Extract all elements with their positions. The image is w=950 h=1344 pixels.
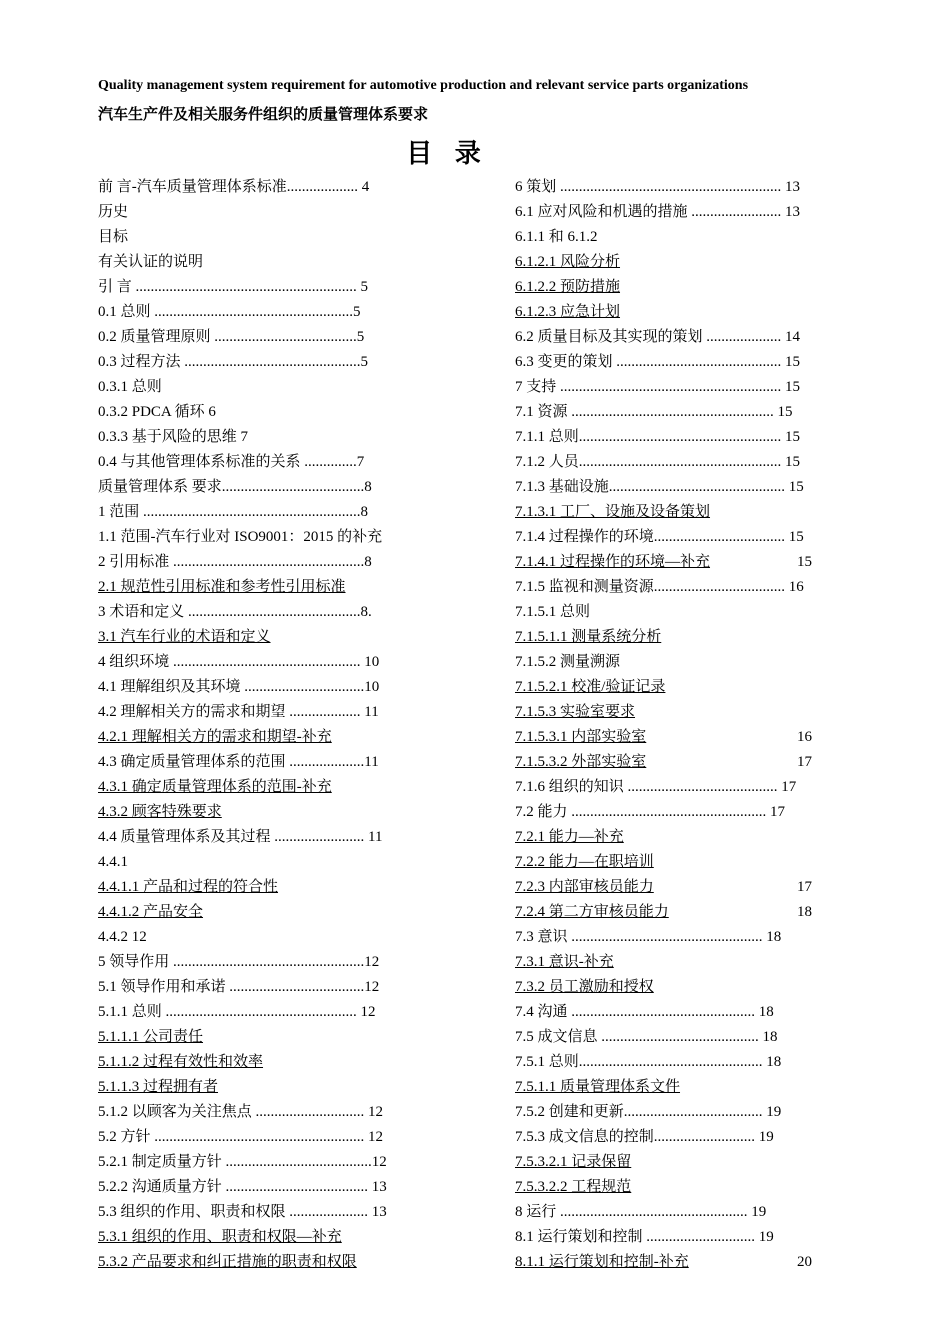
toc-entry-text: 7.3.2 员工激励和授权 bbox=[515, 979, 654, 995]
toc-entry-text: 4.4.1.2 产品安全 bbox=[98, 904, 204, 920]
toc-entry-text: 6.1.2.1 风险分析 bbox=[515, 254, 621, 270]
toc-entry-text: 7.1.5.1.1 测量系统分析 bbox=[515, 629, 662, 645]
toc-entry-text: 4.3 确定质量管理体系的范围 ....................11 bbox=[98, 754, 379, 770]
toc-entry bbox=[98, 501, 408, 526]
toc-entry[interactable] bbox=[515, 551, 825, 576]
toc-entry bbox=[98, 551, 408, 576]
toc-entry bbox=[98, 526, 408, 551]
toc-entry[interactable] bbox=[515, 876, 825, 901]
toc-entry[interactable] bbox=[98, 726, 408, 751]
toc-entry-text: 6.1.2.3 应急计划 bbox=[515, 304, 621, 320]
toc-entry bbox=[98, 251, 408, 276]
toc-entry bbox=[98, 426, 408, 451]
toc-entry bbox=[515, 1001, 825, 1026]
toc-entry[interactable] bbox=[515, 1151, 825, 1176]
toc-entry bbox=[515, 476, 825, 501]
toc-entry-text: 7.5.3 成文信息的控制........................... 19 bbox=[515, 1129, 774, 1145]
toc-entry bbox=[98, 951, 408, 976]
toc-entry-text: 2.1 规范性引用标准和参考性引用标准 bbox=[98, 579, 346, 595]
toc-entry bbox=[98, 851, 408, 876]
toc-entry-page: 15 bbox=[797, 554, 812, 570]
toc-entry bbox=[515, 376, 825, 401]
toc-entry-page: 20 bbox=[797, 1254, 812, 1270]
toc-entry-text: 7.3.1 意识-补充 bbox=[515, 954, 614, 970]
toc-entry-text: 7.3 意识 ................................................... 18 bbox=[515, 929, 782, 945]
toc-entry-text: 0.3.2 PDCA 循环 6 bbox=[98, 404, 216, 420]
toc-entry-text: 7.4 沟通 ................................................. 18 bbox=[515, 1004, 774, 1020]
toc-entry-text: 5.1.2 以顾客为关注焦点 ............................. 12 bbox=[98, 1104, 384, 1120]
toc-entry-text: 2 引用标准 ...................................................8 bbox=[98, 554, 372, 570]
toc-entry bbox=[515, 176, 825, 201]
toc-left-column bbox=[98, 176, 408, 1276]
toc-entry[interactable] bbox=[515, 1176, 825, 1201]
toc-entry-text: 0.3.3 基于风险的思维 7 bbox=[98, 429, 249, 445]
toc-entry-text: 4.2 理解相关方的需求和期望 ................... 11 bbox=[98, 704, 379, 720]
toc-entry-text: 4.3.1 确定质量管理体系的范围-补充 bbox=[98, 779, 332, 795]
toc-entry-page: 17 bbox=[797, 754, 812, 770]
toc-entry-text: 4.1 理解组织及其环境 ................................10 bbox=[98, 679, 380, 695]
toc-entry bbox=[98, 1176, 408, 1201]
toc-entry-text: 0.3 过程方法 ...............................................5 bbox=[98, 354, 369, 370]
toc-entry bbox=[515, 1051, 825, 1076]
toc-heading: 目 录 bbox=[406, 139, 489, 168]
toc-entry-text: 5.3.1 组织的作用、职责和权限—补充 bbox=[98, 1229, 342, 1245]
toc-entry-text: 7.1.1 总则...................................................... 15 bbox=[515, 429, 801, 445]
toc-entry-text: 6.1.2.2 预防措施 bbox=[515, 279, 621, 295]
toc-entry-text: 7.5.2 创建和更新..................................... 19 bbox=[515, 1104, 782, 1120]
toc-entry-text: 7.1.6 组织的知识 ........................................ 17 bbox=[515, 779, 797, 795]
toc-entry bbox=[515, 1026, 825, 1051]
toc-entry-text: 8.1.1 运行策划和控制-补充 bbox=[515, 1254, 689, 1270]
toc-entry[interactable] bbox=[98, 801, 408, 826]
toc-entry-text: 4.4 质量管理体系及其过程 ........................ 11 bbox=[98, 829, 383, 845]
toc-entry bbox=[515, 226, 825, 251]
toc-entry-text: 7.1.5.2 测量溯源 bbox=[515, 654, 621, 670]
toc-entry-text: 1 范围 ..........................................................8 bbox=[98, 504, 369, 520]
toc-entry-text: 6.2 质量目标及其实现的策划 .................... 14 bbox=[515, 329, 801, 345]
toc-entry bbox=[98, 1101, 408, 1126]
toc-entry bbox=[98, 376, 408, 401]
toc-entry[interactable] bbox=[515, 626, 825, 651]
toc-entry-text: 前 言-汽车质量管理体系标准................... 4 bbox=[98, 179, 370, 195]
toc-entry-text: 引 言 ........................................................... 5 bbox=[98, 279, 369, 295]
toc-entry-text: 7.1.5.2.1 校准/验证记录 bbox=[515, 679, 666, 695]
toc-entry-text: 7.2.1 能力—补充 bbox=[515, 829, 624, 845]
toc-entry bbox=[515, 926, 825, 951]
toc-entry-text: 7.1.5.1 总则 bbox=[515, 604, 591, 620]
toc-entry bbox=[515, 326, 825, 351]
toc-entry-text: 6.1 应对风险和机遇的措施 ........................ 13 bbox=[515, 204, 801, 220]
toc-entry-text: 7.1.3 基础设施............................................... 15 bbox=[515, 479, 804, 495]
toc-entry[interactable] bbox=[98, 626, 408, 651]
toc-entry bbox=[98, 451, 408, 476]
toc-entry-text: 5.1 领导作用和承诺 ....................................12 bbox=[98, 979, 380, 995]
toc-entry bbox=[515, 651, 825, 676]
toc-entry-text: 7.1.5.3 实验室要求 bbox=[515, 704, 636, 720]
toc-entry-text: 7.1 资源 ...................................................... 15 bbox=[515, 404, 793, 420]
toc-entry[interactable] bbox=[515, 951, 825, 976]
toc-entry-text: 4.2.1 理解相关方的需求和期望-补充 bbox=[98, 729, 332, 745]
toc-entry[interactable] bbox=[515, 276, 825, 301]
toc-entry bbox=[98, 701, 408, 726]
toc-entry-text: 7.5.1.1 质量管理体系文件 bbox=[515, 1079, 681, 1095]
toc-entry-text: 质量管理体系 要求......................................8 bbox=[98, 479, 372, 495]
toc-entry bbox=[98, 601, 408, 626]
toc-entry-text: 7.2.2 能力—在职培训 bbox=[515, 854, 654, 870]
toc-entry bbox=[515, 601, 825, 626]
toc-entry-text: 4 组织环境 .................................................. 10 bbox=[98, 654, 380, 670]
toc-entry-text: 5.1.1.1 公司责任 bbox=[98, 1029, 204, 1045]
toc-entry-text: 0.1 总则 .....................................................5 bbox=[98, 304, 361, 320]
toc-entry-text: 有关认证的说明 bbox=[98, 254, 204, 270]
toc-entry[interactable] bbox=[515, 701, 825, 726]
toc-entry[interactable] bbox=[515, 251, 825, 276]
toc-entry-text: 5 领导作用 ...................................................12 bbox=[98, 954, 380, 970]
toc-entry-text: 4.4.1 bbox=[98, 854, 128, 870]
toc-entry[interactable] bbox=[98, 1051, 408, 1076]
toc-entry bbox=[515, 801, 825, 826]
toc-entry bbox=[98, 651, 408, 676]
toc-entry bbox=[98, 1001, 408, 1026]
toc-entry-text: 5.3 组织的作用、职责和权限 ..................... 13 bbox=[98, 1204, 387, 1220]
toc-entry[interactable] bbox=[98, 1076, 408, 1101]
toc-right-column bbox=[515, 176, 825, 1276]
toc-entry[interactable] bbox=[515, 1251, 825, 1276]
toc-entry bbox=[98, 176, 408, 201]
toc-entry bbox=[515, 526, 825, 551]
toc-entry[interactable] bbox=[515, 676, 825, 701]
toc-entry bbox=[515, 576, 825, 601]
toc-entry bbox=[98, 476, 408, 501]
toc-entry-text: 6 策划 ........................................................... 13 bbox=[515, 179, 801, 195]
toc-entry-text: 0.2 质量管理原则 ......................................5 bbox=[98, 329, 365, 345]
toc-entry bbox=[515, 1101, 825, 1126]
toc-entry bbox=[98, 1151, 408, 1176]
toc-entry-text: 历史 bbox=[98, 204, 129, 220]
toc-entry[interactable] bbox=[515, 826, 825, 851]
toc-entry bbox=[98, 976, 408, 1001]
toc-entry bbox=[515, 776, 825, 801]
toc-entry[interactable] bbox=[515, 751, 825, 776]
toc-entry-text: 8.1 运行策划和控制 ............................. 19 bbox=[515, 1229, 774, 1245]
toc-entry-text: 3.1 汽车行业的术语和定义 bbox=[98, 629, 271, 645]
toc-entry[interactable] bbox=[98, 776, 408, 801]
toc-entry-text: 4.4.1.1 产品和过程的符合性 bbox=[98, 879, 279, 895]
toc-entry-text: 7.5 成文信息 .......................................... 18 bbox=[515, 1029, 778, 1045]
toc-entry bbox=[515, 351, 825, 376]
toc-entry bbox=[98, 826, 408, 851]
toc-entry[interactable] bbox=[515, 301, 825, 326]
toc-entry[interactable] bbox=[98, 1226, 408, 1251]
toc-entry-text: 6.1.1 和 6.1.2 bbox=[515, 229, 598, 245]
toc-entry-text: 1.1 范围-汽车行业对 ISO9001：2015 的补充 bbox=[98, 529, 383, 545]
toc-entry-text: 5.2.2 沟通质量方针 ...................................... 13 bbox=[98, 1179, 387, 1195]
toc-entry bbox=[98, 676, 408, 701]
toc-entry[interactable] bbox=[515, 726, 825, 751]
toc-entry-page: 16 bbox=[797, 729, 812, 745]
toc-entry bbox=[515, 1226, 825, 1251]
toc-entry bbox=[98, 276, 408, 301]
toc-entry[interactable] bbox=[515, 976, 825, 1001]
toc-entry-text: 7.1.4 过程操作的环境................................... 15 bbox=[515, 529, 804, 545]
toc-entry[interactable] bbox=[98, 876, 408, 901]
toc-entry bbox=[98, 1126, 408, 1151]
toc-entry bbox=[98, 201, 408, 226]
toc-entry[interactable] bbox=[515, 901, 825, 926]
toc-entry bbox=[98, 751, 408, 776]
toc-entry-text: 7.1.4.1 过程操作的环境—补充 bbox=[515, 554, 711, 570]
toc-entry-text: 5.1.1.3 过程拥有者 bbox=[98, 1079, 219, 1095]
toc-entry bbox=[515, 401, 825, 426]
toc-entry bbox=[515, 426, 825, 451]
toc-entry-text: 7.1.5.3.2 外部实验室 bbox=[515, 754, 647, 770]
toc-entry-text: 3 术语和定义 ..............................................8. bbox=[98, 604, 372, 620]
toc-entry bbox=[515, 201, 825, 226]
toc-entry[interactable] bbox=[98, 901, 408, 926]
toc-entry-text: 8 运行 .................................................. 19 bbox=[515, 1204, 767, 1220]
toc-entry-text: 7.5.1 总则................................................. 18 bbox=[515, 1054, 782, 1070]
toc-entry[interactable] bbox=[515, 851, 825, 876]
toc-entry-text: 7.1.5 监视和测量资源................................... 16 bbox=[515, 579, 804, 595]
toc-entry-text: 5.3.2 产品要求和纠正措施的职责和权限 bbox=[98, 1254, 357, 1270]
toc-entry-text: 7.2.4 第二方审核员能力 bbox=[515, 904, 669, 920]
toc-entry-text: 7 支持 ........................................................... 15 bbox=[515, 379, 801, 395]
toc-entry bbox=[515, 1201, 825, 1226]
toc-entry-text: 7.2 能力 .................................................... 17 bbox=[515, 804, 786, 820]
toc-entry-text: 7.5.3.2.1 记录保留 bbox=[515, 1154, 632, 1170]
toc-entry-text: 4.3.2 顾客特殊要求 bbox=[98, 804, 222, 820]
toc-entry[interactable] bbox=[98, 1026, 408, 1051]
toc-entry bbox=[98, 326, 408, 351]
toc-entry bbox=[98, 351, 408, 376]
toc-entry-text: 7.1.2 人员...................................................... 15 bbox=[515, 454, 801, 470]
toc-entry bbox=[98, 226, 408, 251]
toc-entry-text: 5.2.1 制定质量方针 .......................................12 bbox=[98, 1154, 387, 1170]
toc-entry-page: 17 bbox=[797, 879, 812, 895]
toc-entry-text: 4.4.2 12 bbox=[98, 929, 147, 945]
toc-entry-text: 0.4 与其他管理体系标准的关系 ..............7 bbox=[98, 454, 365, 470]
document-title-english: Quality management system requirement for automotive production and relevant service parts organizations bbox=[98, 78, 749, 93]
toc-entry-text: 5.2 方针 ........................................................ 12 bbox=[98, 1129, 384, 1145]
toc-entry[interactable] bbox=[98, 1251, 408, 1276]
toc-entry-text: 5.1.1 总则 ................................................... 12 bbox=[98, 1004, 376, 1020]
document-title-chinese: 汽车生产件及相关服务件组织的质量管理体系要求 bbox=[98, 107, 429, 123]
toc-entry bbox=[98, 301, 408, 326]
toc-entry[interactable] bbox=[515, 501, 825, 526]
toc-entry[interactable] bbox=[515, 1076, 825, 1101]
toc-entry bbox=[98, 926, 408, 951]
toc-entry-text: 5.1.1.2 过程有效性和效率 bbox=[98, 1054, 264, 1070]
toc-entry-text: 7.5.3.2.2 工程规范 bbox=[515, 1179, 632, 1195]
toc-entry-page: 18 bbox=[797, 904, 812, 920]
toc-entry bbox=[98, 401, 408, 426]
toc-entry bbox=[515, 451, 825, 476]
toc-entry bbox=[515, 1126, 825, 1151]
toc-entry-text: 0.3.1 总则 bbox=[98, 379, 162, 395]
toc-entry-text: 7.1.5.3.1 内部实验室 bbox=[515, 729, 647, 745]
toc-entry-text: 6.3 变更的策划 ............................................ 15 bbox=[515, 354, 801, 370]
toc-entry bbox=[98, 1201, 408, 1226]
toc-entry-text: 7.1.3.1 工厂、设施及设备策划 bbox=[515, 504, 711, 520]
toc-entry-text: 7.2.3 内部审核员能力 bbox=[515, 879, 654, 895]
toc-entry[interactable] bbox=[98, 576, 408, 601]
toc-entry-text: 目标 bbox=[98, 229, 129, 245]
